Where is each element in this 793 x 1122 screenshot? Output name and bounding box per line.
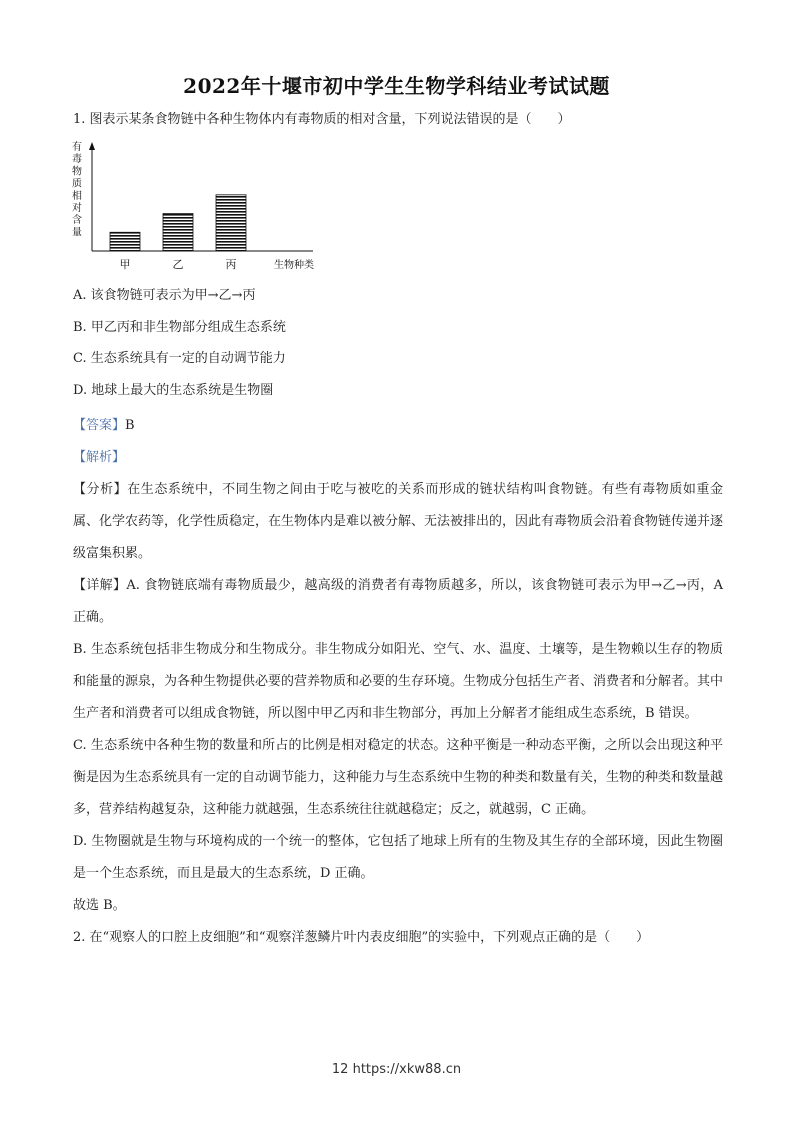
y-axis-label-text: 有毒物质相对含量: [72, 142, 82, 239]
detail-c-paragraph: C. 生态系统中各种生物的数量和所占的比例是相对稳定的状态。这种平衡是一种动态平衡，之所以会出现这种平衡是因为生态系统具有一定的自动调节能力，这种能力与生态系统中生物的种类和数量有关，生物的种类和数量越多，营养结构越复杂，这种能力就越强，生态系统往往就越稳定；反之，就越弱，C 正确。: [73, 738, 724, 817]
conclusion-line: 故选 B。: [73, 898, 126, 913]
x-axis-label: 生物种类: [274, 260, 314, 271]
bar-丙: [216, 195, 246, 251]
analysis-paragraph: [73, 474, 723, 570]
option-a[interactable]: A. 该食物链可表示为甲→乙→丙: [73, 288, 256, 303]
y-axis-arrow-icon: [89, 142, 95, 150]
analysis-tag-line: [73, 442, 723, 474]
x-tick-label-丙: 丙: [225, 258, 237, 271]
toxin-bar-chart: [65, 136, 335, 276]
question-1-stem: 1. 图表示某条食物链中各种生物体内有毒物质的相对含量，下列说法错误的是（ ）: [73, 112, 571, 127]
analysis-tag: 【解析】: [73, 450, 126, 465]
analysis-text: 在生态系统中，不同生物之间由于吃与被吃的关系而形成的链状结构叫食物链。有些有毒物质如重金属、化学农药等，化学性质稳定，在生物体内是难以被分解、无法被排出的，因此有毒物质会沿着食物链传递并逐级富集积累。: [73, 482, 724, 561]
bar-乙: [163, 214, 193, 251]
page-title: 2022年十堰市初中学生生物学科结业考试试题: [183, 74, 610, 98]
answer-value: B: [125, 418, 135, 433]
bar-甲: [110, 232, 140, 251]
option-b[interactable]: B. 甲乙丙和非生物部分组成生态系统: [73, 319, 286, 335]
analysis-label: 【分析】: [73, 482, 128, 497]
detail-label: 【详解】: [73, 578, 127, 593]
answer-explanation: [73, 410, 723, 954]
detail-a-text: A. 食物链底端有毒物质最少，越高级的消费者有毒物质越多，所以，该食物链可表示为甲→乙→丙，A 正确。: [73, 578, 723, 625]
answer-tag: 【答案】: [73, 418, 126, 433]
detail-d-paragraph: D. 生物圈就是生物与环境构成的一个统一的整体，它包括了地球上所有的生物及其生存的全部环境，因此生物圈是一个生态系统，而且是最大的生态系统，D 正确。: [73, 834, 723, 881]
question-2-stem: 2. 在“观察人的口腔上皮细胞”和“观察洋葱鳞片叶内表皮细胞”的实验中，下列观点正确的是（ ）: [73, 930, 650, 945]
y-axis-label: [72, 140, 82, 238]
question-1-options: [73, 286, 286, 412]
detail-a-paragraph: [73, 570, 723, 634]
option-c[interactable]: C. 生态系统具有一定的自动调节能力: [73, 351, 286, 366]
option-d[interactable]: D. 地球上最大的生态系统是生物圈: [73, 382, 274, 398]
answer-line: [73, 410, 723, 442]
detail-b-paragraph: B. 生态系统包括非生物成分和生物成分。非生物成分如阳光、空气、水、温度、土壤等，是生物赖以生存的物质和能量的源泉，为各种生物提供必要的营养物质和必要的生存环境。生物成分包括生产者、消费者和分解者。其中生产者和消费者可以组成食物链，所以图中甲乙丙和非生物部分，再加上分解者才能组成生态系统，B 错误。: [73, 642, 724, 721]
x-tick-label-甲: 甲: [119, 258, 131, 271]
page-footer: 12 https://xkw88.cn: [331, 1062, 462, 1077]
x-tick-label-乙: 乙: [172, 258, 184, 271]
